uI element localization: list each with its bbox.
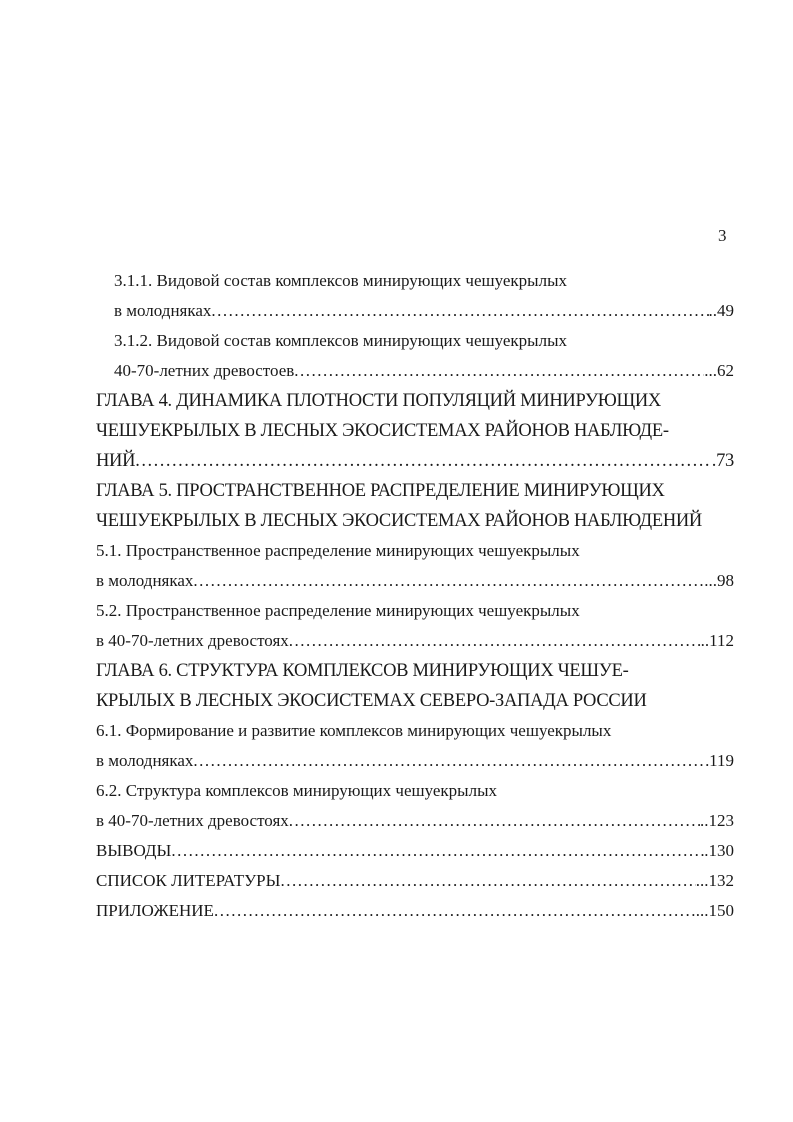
toc-entry-text: в молодняках: [96, 571, 194, 590]
toc-page-number: ..112: [700, 631, 734, 650]
dot-leader: [289, 806, 700, 836]
toc-chapter-6-line1: [96, 656, 734, 686]
toc-page-number: .130: [704, 841, 734, 860]
dot-leader: [294, 356, 704, 386]
dot-leader: [193, 746, 709, 776]
toc-chapter-4[interactable]: [96, 446, 734, 476]
toc-entry-text: ВЫВОДЫ: [96, 841, 172, 860]
toc-entry-6-1[interactable]: [96, 746, 734, 776]
toc-page-number: ..49: [708, 301, 734, 320]
dot-leader: [214, 896, 696, 926]
toc-chapter-4-line1: [96, 386, 734, 416]
toc-chapter-text: ГЛАВА 6. СТРУКТУРА КОМПЛЕКСОВ МИНИРУЮЩИХ ЧЕШУЕ-: [96, 661, 629, 681]
toc-chapter-text: ЧЕШУЕКРЫЛЫХ В ЛЕСНЫХ ЭКОСИСТЕМАХ РАЙОНОВ НАБЛЮДЕ-: [96, 421, 669, 441]
toc-entry-5-2[interactable]: [96, 626, 734, 656]
toc-chapter-text: НИЙ: [96, 451, 136, 471]
toc-entry-3-1-1[interactable]: [96, 296, 734, 326]
toc-page-number: ..123: [700, 811, 734, 830]
toc-entry-3-1-2-title: [96, 326, 734, 356]
dot-leader: [289, 626, 701, 656]
toc-entry-text: 40-70-летних древостоев: [114, 361, 295, 380]
toc-entry-6-2-title: [96, 776, 734, 806]
toc-references[interactable]: [96, 866, 734, 896]
toc-entry-text: 3.1.1. Видовой состав комплексов минирующих чешуекрылых: [114, 271, 567, 290]
toc-entry-text: в молодняках: [96, 751, 194, 770]
table-of-contents: [96, 266, 734, 926]
toc-entry-5-2-title: [96, 596, 734, 626]
dot-leader: [280, 866, 695, 896]
toc-entry-text: 3.1.2. Видовой состав комплексов минирующих чешуекрылых: [114, 331, 567, 350]
toc-entry-text: в молодняках: [114, 301, 212, 320]
toc-page-number: ...98: [704, 571, 734, 590]
toc-page-number: ...132: [695, 871, 734, 890]
toc-chapter-text: КРЫЛЫХ В ЛЕСНЫХ ЭКОСИСТЕМАХ СЕВЕРО-ЗАПАДА РОССИИ: [96, 691, 647, 711]
dot-leader: [211, 296, 708, 326]
toc-page-number: ...150: [695, 901, 734, 920]
toc-entry-text: 5.1. Пространственное распределение минирующих чешуекрылых: [96, 541, 580, 560]
toc-entry-text: 5.2. Пространственное распределение минирующих чешуекрылых: [96, 601, 580, 620]
toc-conclusions[interactable]: [96, 836, 734, 866]
toc-chapter-6-line2[interactable]: [96, 686, 734, 716]
dot-leader: [193, 566, 704, 596]
page-number: 3: [718, 226, 727, 245]
toc-chapter-5-line2[interactable]: [96, 506, 734, 536]
toc-entry-text: 6.1. Формирование и развитие комплексов минирующих чешуекрылых: [96, 721, 612, 740]
toc-chapter-text: ГЛАВА 5. ПРОСТРАНСТВЕННОЕ РАСПРЕДЕЛЕНИЕ МИНИРУЮЩИХ: [96, 481, 665, 501]
toc-page-number: ...62: [704, 361, 734, 380]
toc-chapter-text: ГЛАВА 4. ДИНАМИКА ПЛОТНОСТИ ПОПУЛЯЦИЙ МИНИРУЮЩИХ: [96, 391, 661, 411]
toc-entry-3-1-1-title: [96, 266, 734, 296]
toc-entry-6-2[interactable]: [96, 806, 734, 836]
toc-chapter-text: ЧЕШУЕКРЫЛЫХ В ЛЕСНЫХ ЭКОСИСТЕМАХ РАЙОНОВ НАБЛЮДЕНИЙ: [96, 511, 702, 531]
toc-entry-text: в 40-70-летних древостоях: [96, 811, 289, 830]
toc-entry-6-1-title: [96, 716, 734, 746]
toc-entry-5-1[interactable]: [96, 566, 734, 596]
toc-entry-5-1-title: [96, 536, 734, 566]
toc-appendix[interactable]: [96, 896, 734, 926]
toc-chapter-5-line1: [96, 476, 734, 506]
toc-entry-3-1-2[interactable]: [96, 356, 734, 386]
toc-entry-text: ПРИЛОЖЕНИЕ: [96, 901, 214, 920]
dot-leader: [135, 446, 712, 476]
toc-page-number: 119: [709, 751, 734, 770]
toc-chapter-4-line2: [96, 416, 734, 446]
toc-entry-text: в 40-70-летних древостоях: [96, 631, 289, 650]
toc-entry-text: СПИСОК ЛИТЕРАТУРЫ: [96, 871, 281, 890]
toc-page-number: .73: [711, 451, 734, 471]
toc-entry-text: 6.2. Структура комплексов минирующих чешуекрылых: [96, 781, 497, 800]
dot-leader: [171, 836, 704, 866]
